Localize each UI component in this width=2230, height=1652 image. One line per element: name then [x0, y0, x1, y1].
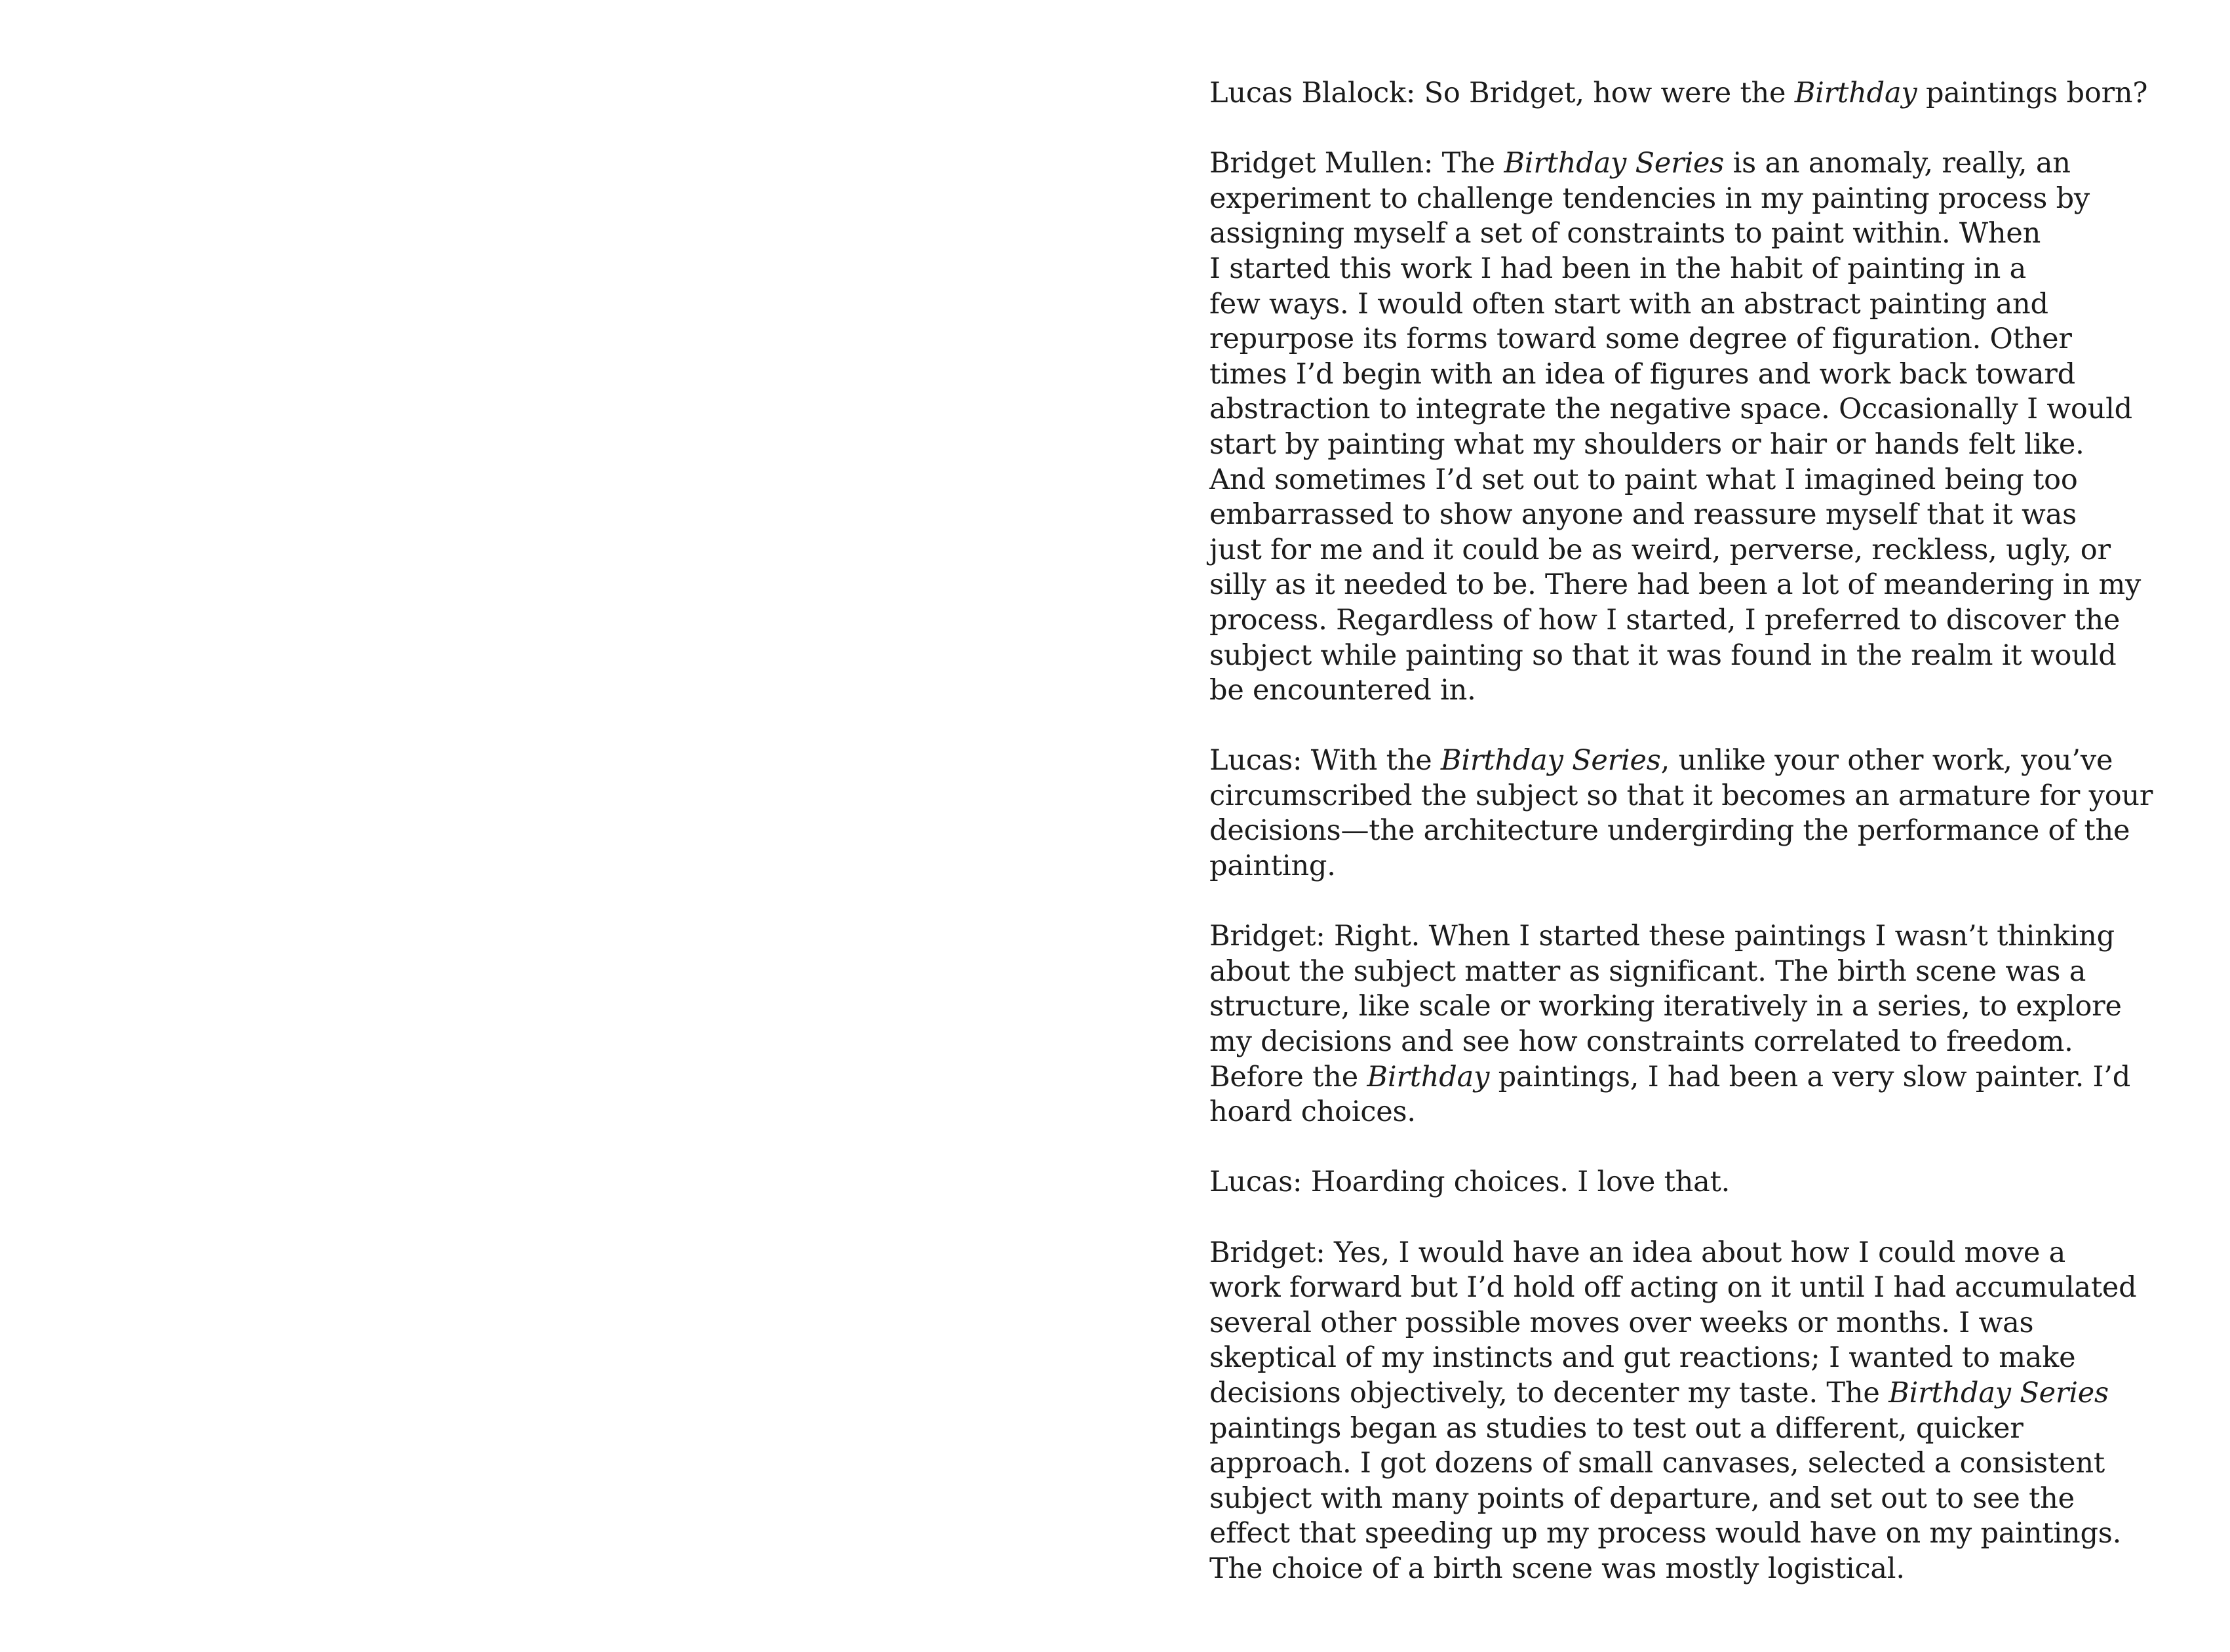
text-line [1209, 1236, 2225, 1271]
text-segment: Lucas Blalock: So Bridget, how were the [1209, 77, 1795, 109]
text-segment: embarrassed to show anyone and reassure myself that it was [1209, 498, 2077, 532]
text-line [1209, 849, 2225, 884]
text-segment: Bridget: Yes, I would have an idea about how I could move a [1209, 1236, 2066, 1269]
text-segment: structure, like scale or working iteratively in a series, to explore [1209, 990, 2122, 1023]
text-segment: approach. I got dozens of small canvases, selected a consistent [1209, 1447, 2105, 1480]
text-line [1209, 954, 2225, 990]
text-segment: decisions—the architecture undergirding the performance of the [1209, 814, 2130, 848]
text-segment: is an anomaly, really, an [1724, 147, 2071, 180]
text-segment: decisions objectively, to decenter my taste. The [1209, 1376, 1889, 1409]
text-line [1209, 357, 2225, 393]
text-segment: abstraction to integrate the negative space. Occasionally I would [1209, 393, 2132, 426]
text-segment: subject with many points of departure, and set out to see the [1209, 1482, 2075, 1515]
text-segment: silly as it needed to be. There had been a lot of meandering in my [1209, 568, 2142, 602]
text-line [1209, 989, 2225, 1025]
text-segment: just for me and it could be as weird, perverse, reckless, ugly, or [1209, 533, 2111, 566]
interview-paragraph [1209, 1236, 2225, 1587]
text-segment: subject while painting so that it was found in the realm it would [1209, 639, 2117, 672]
text-line [1209, 463, 2225, 498]
text-line [1209, 1306, 2225, 1341]
interview-paragraph [1209, 919, 2225, 1130]
text-segment: skeptical of my instincts and gut reactions; I wanted to make [1209, 1341, 2076, 1375]
text-segment: I started this work I had been in the habit of painting in a [1209, 252, 2027, 285]
text-line [1209, 182, 2225, 217]
text-line [1209, 1376, 2225, 1411]
text-segment: The choice of a birth scene was mostly logistical. [1209, 1552, 1905, 1585]
text-line [1209, 568, 2225, 603]
text-line [1209, 287, 2225, 323]
interview-paragraph [1209, 743, 2225, 884]
text-line [1209, 1095, 2225, 1130]
text-line [1209, 1516, 2225, 1552]
text-line [1209, 1060, 2225, 1095]
interview-text-column [1209, 76, 2225, 1587]
text-line [1209, 322, 2225, 357]
text-segment: paintings born? [1917, 77, 2148, 109]
interview-paragraph [1209, 1165, 2225, 1200]
text-line [1209, 743, 2225, 779]
italic-title: Birthday Series [1504, 147, 1725, 180]
text-line [1209, 814, 2225, 849]
text-line [1209, 216, 2225, 252]
italic-title: Birthday [1794, 77, 1917, 109]
text-line [1209, 673, 2225, 709]
text-segment: times I’d begin with an idea of figures and work back toward [1209, 357, 2075, 391]
text-segment: paintings, I had been a very slow painter. I’d [1489, 1060, 2131, 1093]
text-segment: my decisions and see how constraints correlated to freedom. [1209, 1025, 2073, 1059]
text-line [1209, 1482, 2225, 1517]
text-segment: painting. [1209, 850, 1336, 883]
text-line [1209, 1341, 2225, 1376]
interview-paragraph [1209, 146, 2225, 709]
text-segment: process. Regardless of how I started, I preferred to discover the [1209, 603, 2121, 637]
text-segment: Lucas: Hoarding choices. I love that. [1209, 1166, 1731, 1199]
text-line [1209, 603, 2225, 639]
text-line [1209, 146, 2225, 182]
interview-paragraph [1209, 76, 2225, 111]
text-line [1209, 1165, 2225, 1200]
italic-title: Birthday Series [1440, 744, 1661, 777]
text-segment: , unlike your other work, you’ve [1660, 744, 2113, 777]
text-line [1209, 252, 2225, 287]
italic-title: Birthday Series [1888, 1376, 2109, 1409]
text-segment: about the subject matter as significant. The birth scene was a [1209, 954, 2086, 988]
text-line [1209, 1552, 2225, 1587]
text-segment: few ways. I would often start with an abstract painting and [1209, 287, 2048, 321]
text-line [1209, 76, 2225, 111]
text-line [1209, 1025, 2225, 1060]
text-segment: Lucas: With the [1209, 744, 1441, 777]
text-segment: be encountered in. [1209, 674, 1476, 707]
text-segment: work forward but I’d hold off acting on it until I had accumulated [1209, 1271, 2137, 1305]
text-segment: And sometimes I’d set out to paint what I imagined being too [1209, 463, 2078, 496]
text-segment: circumscribed the subject so that it becomes an armature for your [1209, 779, 2153, 812]
text-segment: repurpose its forms toward some degree of figuration. Other [1209, 323, 2072, 356]
right-page [1115, 0, 2230, 1652]
text-line [1209, 498, 2225, 533]
text-segment: several other possible moves over weeks or months. I was [1209, 1306, 2034, 1339]
text-segment: paintings began as studies to test out a different, quicker [1209, 1411, 2024, 1445]
text-segment: start by painting what my shoulders or hair or hands felt like. [1209, 427, 2084, 461]
text-line [1209, 392, 2225, 427]
text-segment: hoard choices. [1209, 1095, 1416, 1129]
text-line [1209, 427, 2225, 463]
text-segment: effect that speeding up my process would have on my paintings. [1209, 1517, 2122, 1550]
text-segment: Bridget Mullen: The [1209, 147, 1504, 180]
text-line [1209, 1446, 2225, 1482]
text-line [1209, 779, 2225, 814]
text-line [1209, 533, 2225, 568]
text-line [1209, 1411, 2225, 1447]
text-segment: experiment to challenge tendencies in my painting process by [1209, 182, 2090, 215]
text-line [1209, 639, 2225, 674]
italic-title: Birthday [1367, 1060, 1490, 1093]
text-segment: Bridget: Right. When I started these paintings I wasn’t thinking [1209, 920, 2115, 953]
text-segment: Before the [1209, 1060, 1367, 1093]
text-line [1209, 919, 2225, 954]
text-line [1209, 1270, 2225, 1306]
text-segment: assigning myself a set of constraints to paint within. When [1209, 217, 2041, 250]
